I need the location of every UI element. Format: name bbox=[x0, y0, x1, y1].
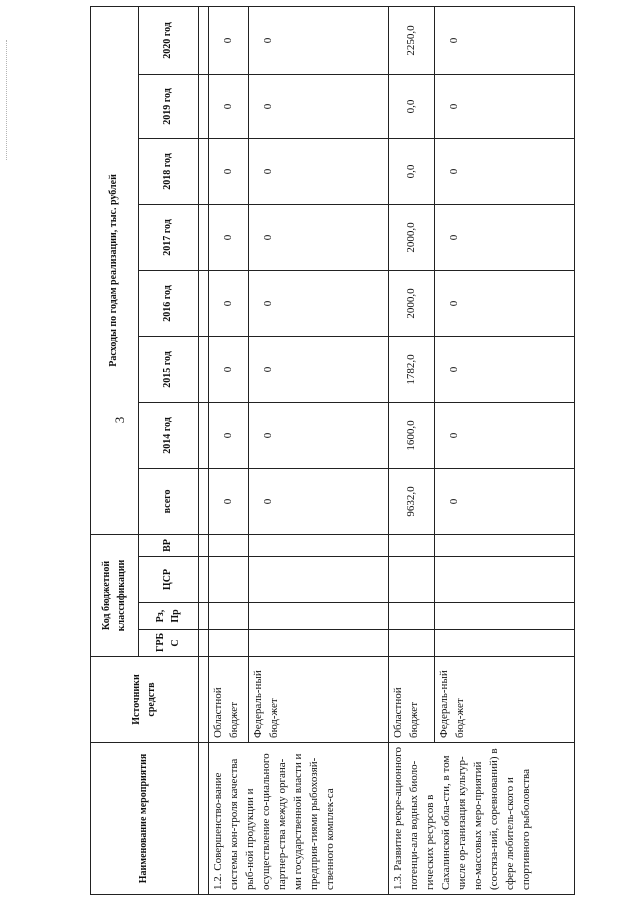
value-year: 0 bbox=[249, 74, 389, 138]
value-year: 0 bbox=[249, 270, 389, 336]
value-year: 0 bbox=[209, 270, 249, 336]
value-year: 2250,0 bbox=[389, 6, 435, 74]
header-source: Источники средств bbox=[91, 657, 199, 743]
value-year: 1782,0 bbox=[389, 336, 435, 402]
value-year: 0 bbox=[209, 6, 249, 74]
value-year: 0 bbox=[435, 204, 575, 270]
table-row bbox=[209, 6, 249, 894]
budget-table bbox=[90, 6, 575, 895]
header-code-group: Код бюджетной классификации bbox=[91, 534, 139, 656]
value-year: 0 bbox=[209, 204, 249, 270]
value-year: 0 bbox=[249, 402, 389, 468]
value-year: 2000,0 bbox=[389, 270, 435, 336]
value-total: 0 bbox=[209, 468, 249, 534]
source-label: Областной бюджет bbox=[209, 657, 249, 743]
value-year: 0 bbox=[209, 74, 249, 138]
source-label: Областной бюджет bbox=[389, 657, 435, 743]
header-code-rzpr: Рз, Пр bbox=[139, 603, 199, 630]
value-year: 0,0 bbox=[389, 138, 435, 204]
value-year: 0 bbox=[249, 204, 389, 270]
header-name: Наименование мероприятия bbox=[91, 743, 199, 895]
value-year: 0 bbox=[435, 270, 575, 336]
value-year: 0 bbox=[209, 402, 249, 468]
page-number: 3 bbox=[112, 416, 127, 424]
scan-margin-marks bbox=[6, 40, 13, 160]
value-year: 0 bbox=[209, 336, 249, 402]
header-year: 2017 год bbox=[139, 204, 199, 270]
value-year: 0 bbox=[249, 336, 389, 402]
value-year: 0 bbox=[209, 138, 249, 204]
value-year: 0 bbox=[435, 138, 575, 204]
value-year: 0 bbox=[435, 336, 575, 402]
source-label: Федераль-ный бюд-жет bbox=[435, 657, 575, 743]
header-year: 2018 год bbox=[139, 138, 199, 204]
rotated-page bbox=[90, 7, 582, 895]
value-year: 1600,0 bbox=[389, 402, 435, 468]
header-year: 2020 год bbox=[139, 6, 199, 74]
budget-table-wrapper bbox=[90, 7, 582, 895]
header-year: 2016 год bbox=[139, 270, 199, 336]
header-year: 2014 год bbox=[139, 402, 199, 468]
value-year: 0 bbox=[435, 6, 575, 74]
header-year: 2015 год bbox=[139, 336, 199, 402]
row-name: 1.3. Развитие рекре-ационного потенци-ала водных биоло-гических ресурсов в Сахалинской обла-сти, в том числе ор-ганизация культур-но-массовых меро-приятий (состяза-ний, соревнований) в сфере любитель-ского и спортивного рыболовства bbox=[389, 743, 575, 895]
header-code-grbs: ГРБ С bbox=[139, 630, 199, 657]
header-expenses-group: Расходы по годам реализации, тыс. рублей bbox=[91, 6, 139, 534]
source-label: Федераль-ный бюд-жет bbox=[249, 657, 389, 743]
value-total: 9632,0 bbox=[389, 468, 435, 534]
header-total: всего bbox=[139, 468, 199, 534]
value-total: 0 bbox=[435, 468, 575, 534]
row-name: 1.2. Совершенство-вание системы кон-троля качества рыб-ной продукции и осуществление со-циального партнер-ства между органа-ми государственной власти и предприя-тиями рыбохозяй-ственного комплек-са bbox=[209, 743, 389, 895]
table-row bbox=[389, 6, 435, 894]
value-year: 0 bbox=[435, 74, 575, 138]
value-year: 0 bbox=[249, 6, 389, 74]
value-year: 0 bbox=[249, 138, 389, 204]
value-year: 2000,0 bbox=[389, 204, 435, 270]
header-code-vr: ВР bbox=[139, 534, 199, 556]
value-year: 0,0 bbox=[389, 74, 435, 138]
value-year: 0 bbox=[435, 402, 575, 468]
value-total: 0 bbox=[249, 468, 389, 534]
header-year: 2019 год bbox=[139, 74, 199, 138]
header-code-csr: ЦСР bbox=[139, 557, 199, 603]
